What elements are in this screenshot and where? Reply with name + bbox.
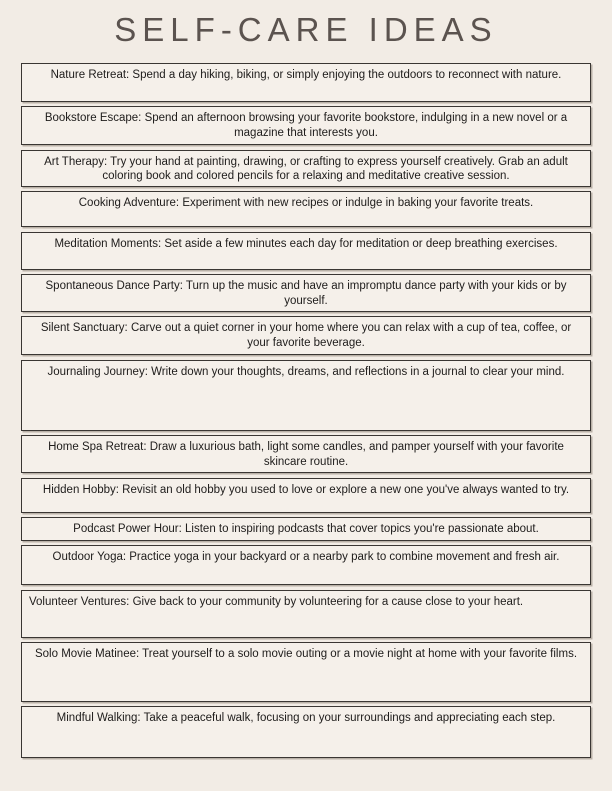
- idea-card-volunteer-ventures: [21, 590, 591, 638]
- page-title: SELF-CARE IDEAS: [114, 11, 498, 48]
- idea-text: Art Therapy: Try your hand at painting, drawing, or crafting to express yourself creatively. Grab an adult coloring book and colored pencils for a relaxing and meditative creative session.: [44, 155, 568, 183]
- idea-card-outdoor-yoga: [21, 545, 591, 585]
- idea-text: Podcast Power Hour: Listen to inspiring podcasts that cover topics you're passionate about.: [73, 522, 539, 535]
- idea-text: Home Spa Retreat: Draw a luxurious bath, light some candles, and pamper yourself with your favorite skincare routine.: [48, 441, 564, 468]
- idea-card-list: [21, 63, 591, 758]
- idea-text: Hidden Hobby: Revisit an old hobby you used to love or explore a new one you've always wanted to try.: [42, 483, 570, 496]
- idea-card-silent-sanctuary: [21, 316, 591, 355]
- idea-text: Meditation Moments: Set aside a few minutes each day for meditation or deep breathing exercises.: [54, 237, 558, 250]
- idea-card-nature-retreat: [21, 63, 591, 102]
- idea-text: Silent Sanctuary: Carve out a quiet corner in your home where you can relax with a cup of tea, coffee, or your favorite beverage.: [40, 322, 572, 349]
- idea-card-meditation-moments: [21, 232, 591, 270]
- idea-text: Nature Retreat: Spend a day hiking, biking, or simply enjoying the outdoors to reconnect with nature.: [50, 69, 562, 81]
- idea-card-mindful-walking: [21, 706, 591, 758]
- idea-text: Outdoor Yoga: Practice yoga in your backyard or a nearby park to combine movement and fresh air.: [52, 551, 560, 564]
- idea-text: Bookstore Escape: Spend an afternoon browsing your favorite bookstore, indulging in a new novel or a magazine that interests you.: [44, 112, 568, 139]
- idea-text: Cooking Adventure: Experiment with new recipes or indulge in baking your favorite treats.: [78, 197, 534, 210]
- idea-text: Journaling Journey: Write down your thoughts, dreams, and reflections in a journal to clear your mind.: [47, 365, 565, 378]
- idea-card-hidden-hobby: [21, 478, 591, 513]
- idea-card-solo-movie-matinee: [21, 642, 591, 702]
- idea-card-cooking-adventure: [21, 191, 591, 227]
- idea-card-journaling-journey: [21, 360, 591, 431]
- idea-text: Mindful Walking: Take a peaceful walk, focusing on your surroundings and appreciating each step.: [56, 712, 556, 725]
- idea-text: Solo Movie Matinee: Treat yourself to a solo movie outing or a movie night at home with your favorite films.: [34, 648, 578, 661]
- idea-text: Spontaneous Dance Party: Turn up the music and have an impromptu dance party with your kids or by yourself.: [45, 279, 567, 307]
- document-page: [0, 11, 612, 791]
- idea-card-bookstore-escape: [21, 106, 591, 145]
- idea-text: Volunteer Ventures: Give back to your community by volunteering for a cause close to your heart.: [29, 595, 524, 608]
- idea-card-home-spa-retreat: [21, 435, 591, 473]
- idea-card-art-therapy: [21, 150, 591, 187]
- idea-card-spontaneous-dance-party: [21, 274, 591, 312]
- idea-card-podcast-power-hour: [21, 517, 591, 541]
